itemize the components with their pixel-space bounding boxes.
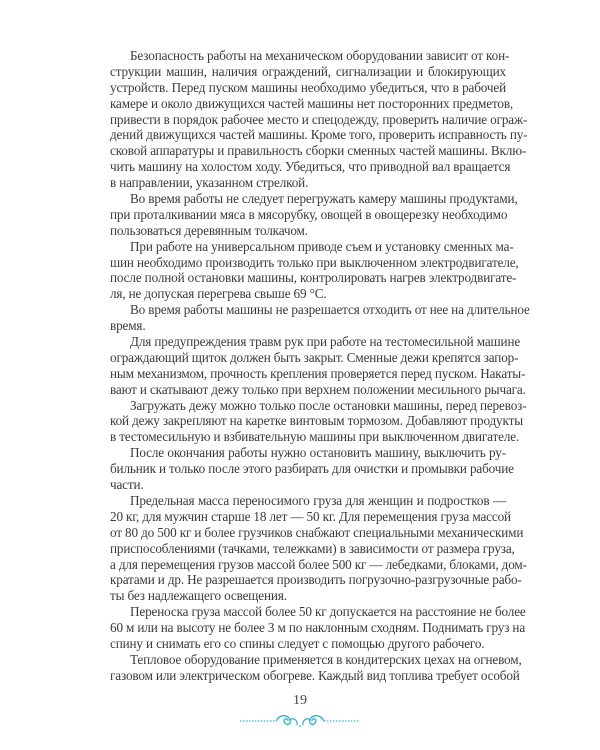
text-line: струкции машин, наличия ограждений, сигнализации и блокирующих [110,63,506,79]
paragraph [110,302,530,334]
text-line: Во время работы машины не разрешается отходить от нее на длительное [130,302,530,318]
text-line: бильник и только после этого разбирать для очистки и промывки рабочие [110,461,514,477]
text-line: После окончания работы нужно остановить машину, выключить ру- [130,445,506,461]
text-line: 60 м или на высоту не более 3 м по наклонным сходням. Поднимать груз на [110,620,526,636]
paragraph [110,651,522,684]
text-line: Переноска груза массой более 50 кг допускается на расстояние не более [130,604,526,620]
paragraph [110,48,528,191]
text-line: ным механизмом, прочность крепления проверяется перед пуском. Накаты- [110,365,526,381]
text-line: Тепловое оборудование применяется в кондитерских цехах на огневом, [130,651,522,667]
text-line: ты без надлежащего освещения. [110,588,287,604]
text-line: после полной остановки машины, контролировать нагрев электродвигате- [110,270,517,286]
text-line: газовом или электрическом обогреве. Каждый вид топлива требует особой [110,667,520,683]
text-line: в направлении, указанном стрелкой. [110,175,309,191]
text-line: вают и скатывают дежу только при верхнем положении месильного рычага. [110,381,526,397]
decorative-ornament-icon [240,712,360,728]
page-number: 19 [293,693,307,708]
text-line: кратами и др. Не разрешается производить погрузочно-разгрузочные рабо- [110,572,522,588]
text-line: сковой аппаратуры и правильность сборки сменных частей машины. Вклю- [110,143,527,159]
body-text [110,48,530,684]
text-line: привести в порядок рабочее место и спецодежду, проверить наличие ограж- [110,111,528,127]
text-line: от 80 до 500 кг и более грузчиков снабжают специальными механическими [110,524,524,540]
text-line: ограждающий щиток должен быть закрыт. Сменные дежи крепятся запор- [110,349,519,365]
text-line: ля, не допуская перегрева свыше 69 °С. [110,286,327,302]
text-line: Во время работы не следует перегружать камеру машины продуктами, [130,191,518,207]
text-line: спину и снимать его со спины следует с помощью другого рабочего. [110,635,485,651]
text-line: Загружать дежу можно только после остановки машины, перед перевоз- [130,397,527,413]
paragraph [110,397,527,446]
text-line: пользоваться деревянным толкачом. [110,222,308,238]
text-line: в тестомесильную и взбивательную машины при выключенном двигателе. [110,429,520,445]
text-line: при проталкивании мяса в мясорубку, овощей в овощерезку необходимо [110,206,508,222]
text-line: шин необходимо производить только при выключенном электродвигателе, [110,254,519,270]
paragraph [110,334,526,398]
paragraph [110,492,527,604]
text-line: кой дежу закрепляют на каретке винтовым тормозом. Добавляют продукты [110,413,523,429]
text-line: камере и около движущихся частей машины нет посторонних предметов, [110,95,514,111]
paragraph [110,604,526,652]
text-line: чить машину на холостом ходу. Убедиться, что приводной вал вращается [110,159,511,175]
text-line: части. [110,477,144,493]
text-line: дений движущихся частей машины. Кроме того, проверить исправность пу- [110,127,528,143]
text-line: устройств. Перед пуском машины необходимо убедиться, что в рабочей [110,79,506,95]
paragraph [110,445,514,493]
text-line: При работе на универсальном приводе съем и установку сменных ма- [130,238,514,254]
text-line: Безопасность работы на механическом оборудовании зависит от кон- [130,48,510,63]
text-line: Для предупреждения травм рук при работе на тестомесильной машине [130,334,521,350]
text-line: а для перемещения грузов массой более 500 кг — лебедками, блоками, дом- [110,556,527,572]
text-line: Предельная масса переносимого груза для женщин и подростков — [130,492,506,508]
paragraph [110,238,519,303]
paragraph [110,191,518,239]
text-line: 20 кг, для мужчин старше 18 лет — 50 кг. Для перемещения груза массой [110,508,511,524]
text-line: время. [110,318,146,334]
text-line: приспособлениями (тачками, тележками) в зависимости от размера груза, [110,540,515,556]
